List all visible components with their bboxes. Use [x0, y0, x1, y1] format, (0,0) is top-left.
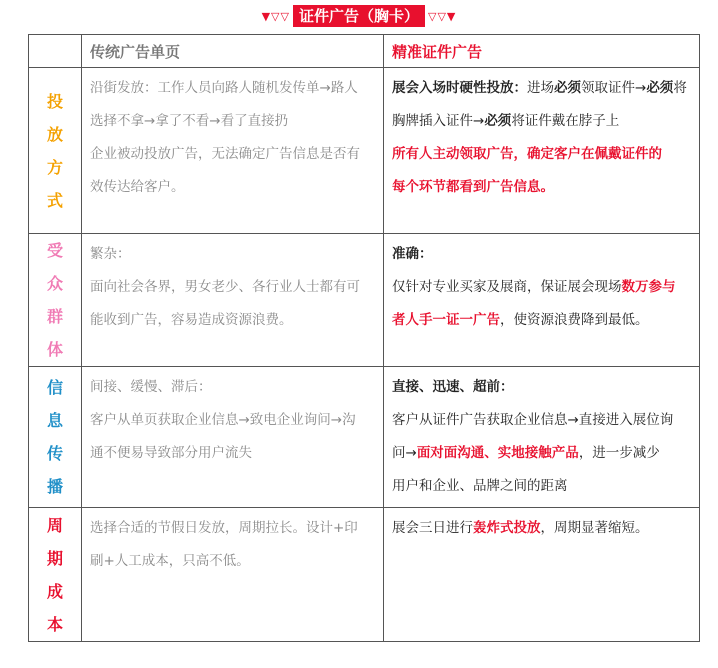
precise-highlight: 面对面沟通、实地接触产品	[416, 445, 579, 461]
precise-text	[392, 304, 691, 337]
header-traditional: 传统广告单页	[82, 35, 384, 68]
precise-highlight: 轰炸式投放	[473, 520, 541, 536]
row-label-char: 周	[46, 515, 63, 535]
precise-text-part: 进场	[527, 80, 554, 96]
traditional-text: 能收到广告，容易造成资源浪费。	[90, 312, 293, 328]
traditional-text: 选择合适的节假日发放，周期拉长。设计+印	[90, 520, 358, 536]
traditional-text: 效传达给客户。	[90, 179, 185, 195]
precise-cell	[384, 234, 700, 367]
row-label-information	[29, 367, 82, 508]
row-label-char: 期	[46, 548, 63, 568]
row-label-char: 体	[46, 340, 63, 359]
title-left-triangles: ▼▽▽	[261, 9, 290, 23]
table-row	[29, 234, 700, 367]
precise-bold: 展会入场时硬性投放：	[392, 80, 527, 96]
row-label-char: 受	[46, 241, 63, 260]
row-label-cycle-cost	[29, 508, 82, 642]
precise-text-part: 将胸牌插入证件→	[392, 80, 687, 129]
precise-cell	[384, 68, 700, 234]
row-label-char: 播	[46, 477, 63, 496]
traditional-text: 客户从单页获取企业信息→致电企业询问→沟	[90, 412, 356, 428]
row-label-char: 方	[46, 157, 63, 177]
precise-highlight: 每个环节都看到广告信息。	[392, 179, 554, 195]
row-label-char: 投	[46, 91, 63, 111]
table-row	[29, 508, 700, 642]
precise-cell	[384, 367, 700, 508]
title-bar	[0, 4, 718, 28]
traditional-text: 选择不拿→拿了不看→看了直接扔	[90, 113, 289, 129]
precise-bold: 必须	[646, 80, 674, 96]
comparison-table	[28, 34, 700, 642]
precise-text-part: 将证件戴在脖子上	[511, 113, 620, 129]
row-label-char: 众	[46, 274, 63, 293]
row-label-char: 群	[46, 307, 63, 326]
precise-cell	[384, 508, 700, 642]
precise-text	[392, 512, 691, 545]
traditional-text: 沿街发放：工作人员向路人随机发传单→路人	[90, 80, 358, 96]
row-label-audience	[29, 234, 82, 367]
table-row	[29, 367, 700, 508]
title-right-triangles: ▽▽▼	[428, 9, 457, 23]
row-label-char: 本	[46, 614, 63, 634]
precise-bold: 准确：	[392, 246, 433, 262]
traditional-text: 企业被动投放广告，无法确定广告信息是否有	[90, 146, 360, 162]
precise-text-part: 领取证件→	[581, 80, 647, 96]
table-row	[29, 68, 700, 234]
precise-text-part: ，周期显著缩短。	[540, 520, 649, 536]
traditional-cell	[82, 508, 384, 642]
header-precise: 精准证件广告	[384, 35, 700, 68]
row-label-char: 成	[46, 581, 63, 601]
precise-text: 用户和企业、品牌之间的距离	[392, 478, 568, 494]
row-label-char: 信	[46, 378, 63, 397]
header-empty-cell	[29, 35, 82, 68]
row-label-char: 息	[46, 411, 63, 430]
row-label-char: 传	[46, 444, 63, 463]
precise-text	[392, 437, 691, 470]
precise-highlight: 数万参与	[621, 279, 676, 295]
traditional-text: 间接、缓慢、滞后：	[90, 379, 212, 395]
precise-highlight: 者人手一证一广告	[392, 312, 500, 328]
traditional-text: 通不便易导致部分用户流失	[90, 445, 252, 461]
precise-bold: 必须	[554, 80, 581, 96]
precise-bold: 必须	[484, 113, 512, 129]
traditional-cell	[82, 367, 384, 508]
precise-text-part: 问→	[392, 445, 417, 461]
precise-text-part: 展会三日进行	[392, 520, 473, 536]
traditional-text: 繁杂：	[90, 246, 131, 262]
page-title: 证件广告（胸卡）	[293, 5, 425, 27]
row-label-char: 放	[46, 124, 63, 144]
precise-text-part: ，进一步减少	[578, 445, 660, 461]
precise-highlight: 所有人主动领取广告，确定客户在佩戴证件的	[392, 146, 662, 162]
precise-text	[392, 72, 691, 138]
precise-bold: 直接、迅速、超前：	[392, 379, 514, 395]
traditional-cell	[82, 68, 384, 234]
traditional-cell	[82, 234, 384, 367]
traditional-text: 面向社会各界，男女老少、各行业人士都有可	[90, 279, 360, 295]
precise-text	[392, 271, 691, 304]
precise-text: 客户从证件广告获取企业信息→直接进入展位询	[392, 412, 674, 428]
traditional-text: 刷+人工成本，只高不低。	[90, 553, 250, 569]
row-label-placement	[29, 68, 82, 234]
row-label-char: 式	[46, 190, 63, 210]
precise-text-part: 仅针对专业买家及展商，保证展会现场	[392, 279, 622, 295]
table-header-row	[29, 35, 700, 68]
precise-text-part: ，使资源浪费降到最低。	[500, 312, 649, 328]
